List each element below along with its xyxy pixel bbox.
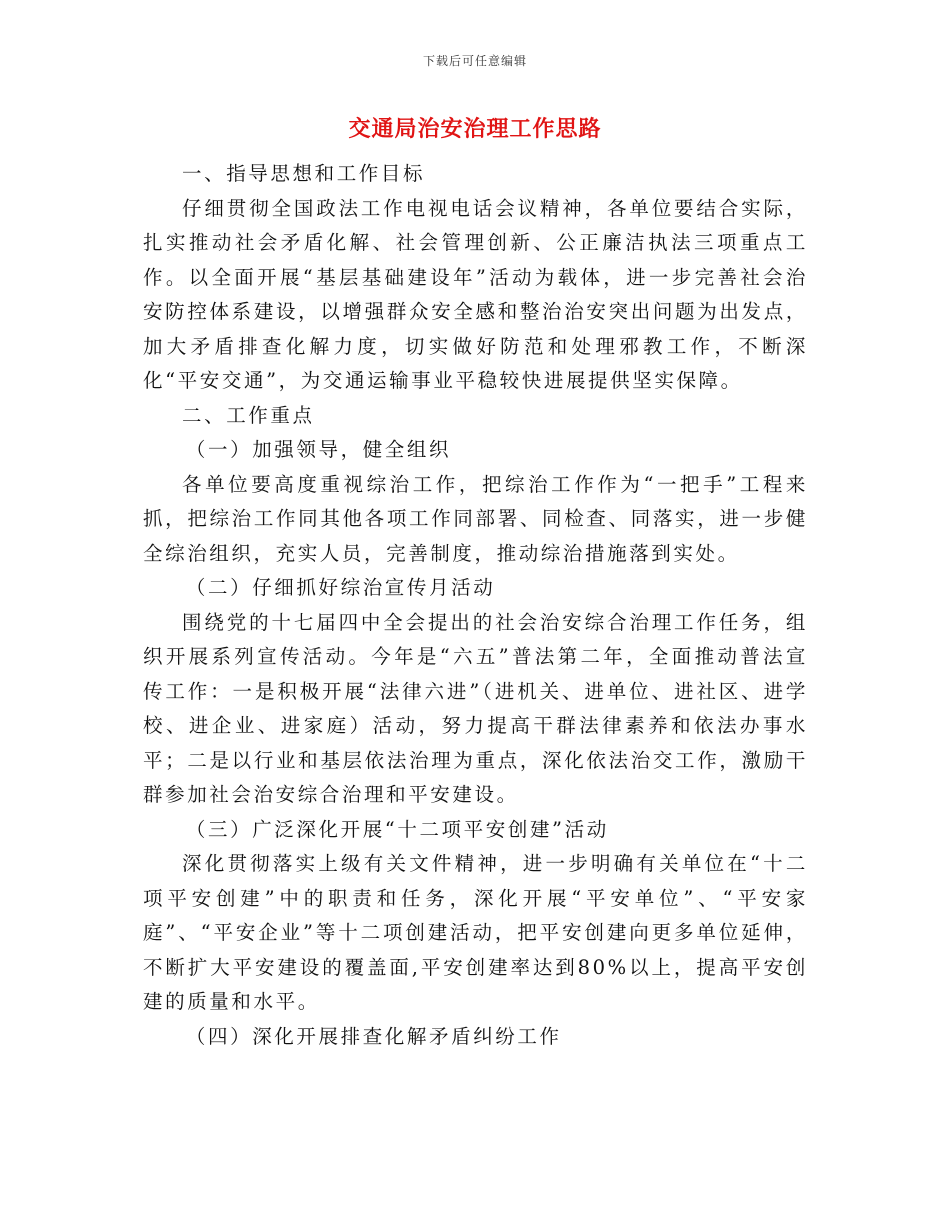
subheading-4: （四）深化开展排查化解矛盾纠纷工作 [185,1024,562,1048]
paragraph-safety-creation: 深化贯彻落实上级有关文件精神，进一步明确有关单位在“十二项平安创建”中的职责和任务，深化开展“平安单位”、“平安家庭”、“平安企业”等十二项创建活动，把平安创建向更多单位延伸，不断扩大平安建设的覆盖面,平安创建率达到80%以上，提高平安创建的质量和水平。 [143,852,808,1013]
page-header-note: 下载后可任意编辑 [422,54,527,68]
paragraph-publicity-month: 围绕党的十七届四中全会提出的社会治安综合治理工作任务，组织开展系列宣传活动。今年是“六五”普法第二年，全面推动普法宣传工作：一是积极开展“法律六进”（进机关、进单位、进社区、进学校、进企业、进家庭）活动，努力提高干群法律素养和依法办事水平；二是以行业和基层依法治理为重点，深化依法治交工作，激励干群参加社会治安综合治理和平安建设。 [143,610,808,806]
subheading-3: （三）广泛深化开展“十二项平安创建”活动 [185,817,609,841]
subheading-1: （一）加强领导，健全组织 [185,438,452,461]
document-title: 交通局治安治理工作思路 [348,116,602,142]
paragraph-leadership: 各单位要高度重视综治工作，把综治工作作为“一把手”工程来抓，把综治工作同其他各项工作同部署、同检查、同落实，进一步健全综治组织，充实人员，完善制度，推动综治措施落到实处。 [143,472,808,565]
section-heading-2: 二、工作重点 [182,403,315,427]
subheading-2: （二）仔细抓好综治宣传月活动 [185,576,496,599]
paragraph-guiding-ideology: 仔细贯彻全国政法工作电视电话会议精神，各单位要结合实际，扎实推动社会矛盾化解、社会管理创新、公正廉洁执法三项重点工作。以全面开展“基层基础建设年”活动为载体，进一步完善社会治安防控体系建设，以增强群众安全感和整治治安突出问题为出发点，加大矛盾排查化解力度，切实做好防范和处理邪教工作，不断深化“平安交通”，为交通运输事业平稳较快进展提供坚实保障。 [143,196,808,392]
section-heading-1: 一、指导思想和工作目标 [182,162,426,185]
document-body [143,157,808,1054]
